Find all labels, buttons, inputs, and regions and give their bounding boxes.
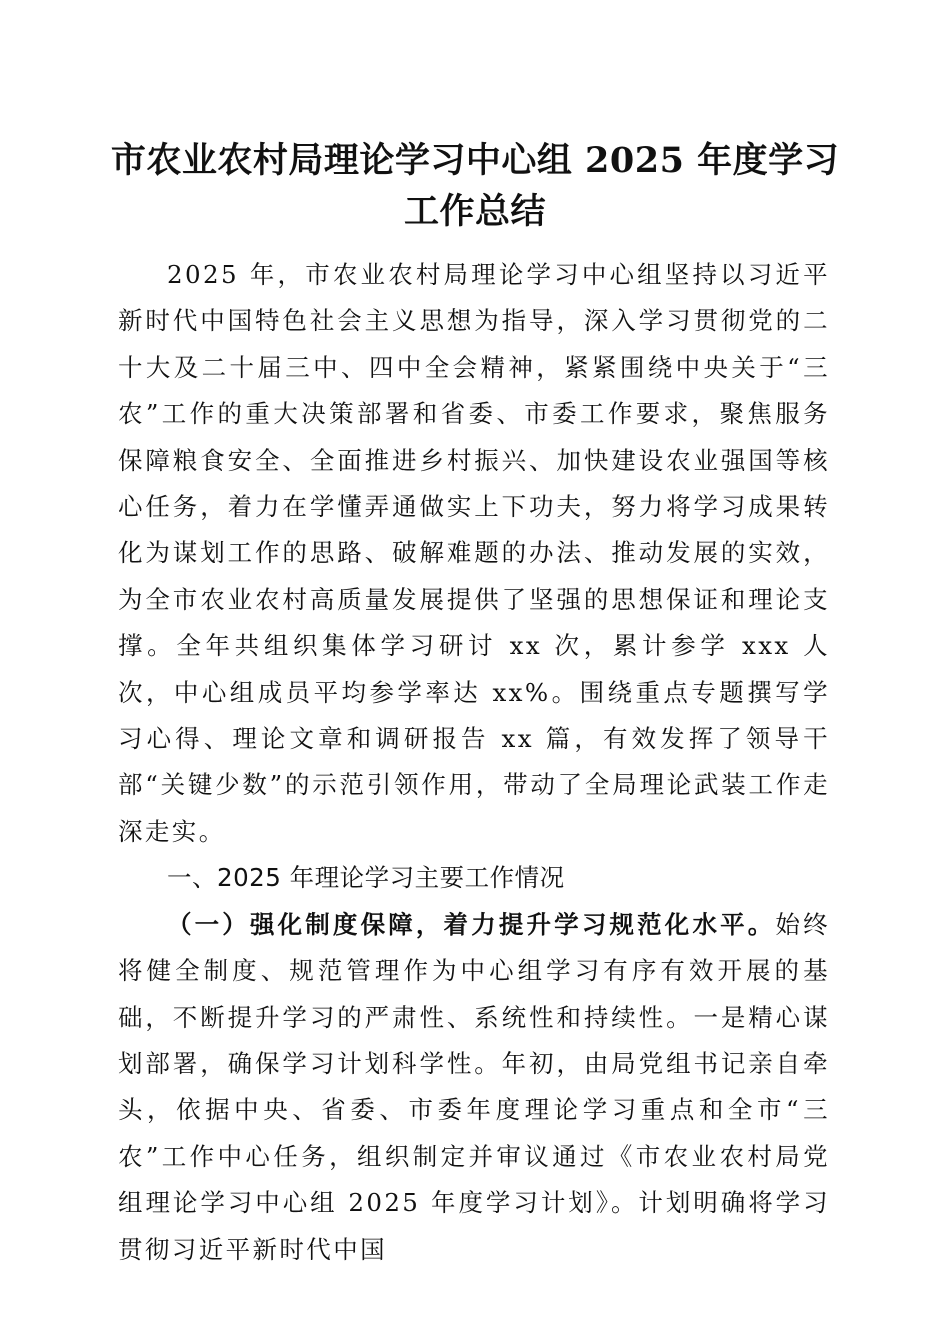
document-title-line-2: 工作总结 bbox=[403, 191, 546, 232]
document-title-line-1: 市农业农村局理论学习中心组 2025 年度学习 bbox=[110, 140, 840, 181]
intro-paragraph: 2025 年，市农业农村局理论学习中心组坚持以习近平新时代中国特色社会主义思想为指导，深入学习贯彻党的二十大及二十届三中、四中全会精神，紧紧围绕中央关于“三农”工作的重大决策部署和省委、市委工作要求，聚焦服务保障粮食安全、全面推进乡村振兴、加快建设农业强国等核心任务，着力在学懂弄通做实上下功夫，努力将学习成果转化为谋划工作的思路、破解难题的办法、推动发展的实效，为全市农业农村高质量发展提供了坚强的思想保证和理论支撑。全年共组织集体学习研讨 xx 次，累计参学 xxx 人次，中心组成员平均参学率达 xx%。围绕重点专题撰写学习心得、理论文章和调研报告 xx 篇，有效发挥了领导干部“关键少数”的示范引领作用，带动了全局理论武装工作走深走实。 bbox=[118, 260, 830, 846]
subsection-heading-1: （一）强化制度保障，着力提升学习规范化水平。 bbox=[167, 909, 776, 939]
subsection-text-1: 始终将健全制度、规范管理作为中心组学习有序有效开展的基础，不断提升学习的严肃性、系统性和持续性。一是精心谋划部署，确保学习计划科学性。年初，由局党组书记亲自牵头，依据中央、省委、市委年度理论学习重点和全市“三农”工作中心任务，组织制定并审议通过《市农业农村局党组理论学习中心组 2025 年度学习计划》。计划明确将学习贯彻习近平新时代中国 bbox=[118, 909, 830, 1264]
document-body bbox=[118, 252, 830, 1273]
subsection-paragraph-1 bbox=[118, 902, 830, 1273]
document-title bbox=[100, 135, 850, 237]
section-heading-1: 一、2025 年理论学习主要工作情况 bbox=[167, 863, 565, 893]
